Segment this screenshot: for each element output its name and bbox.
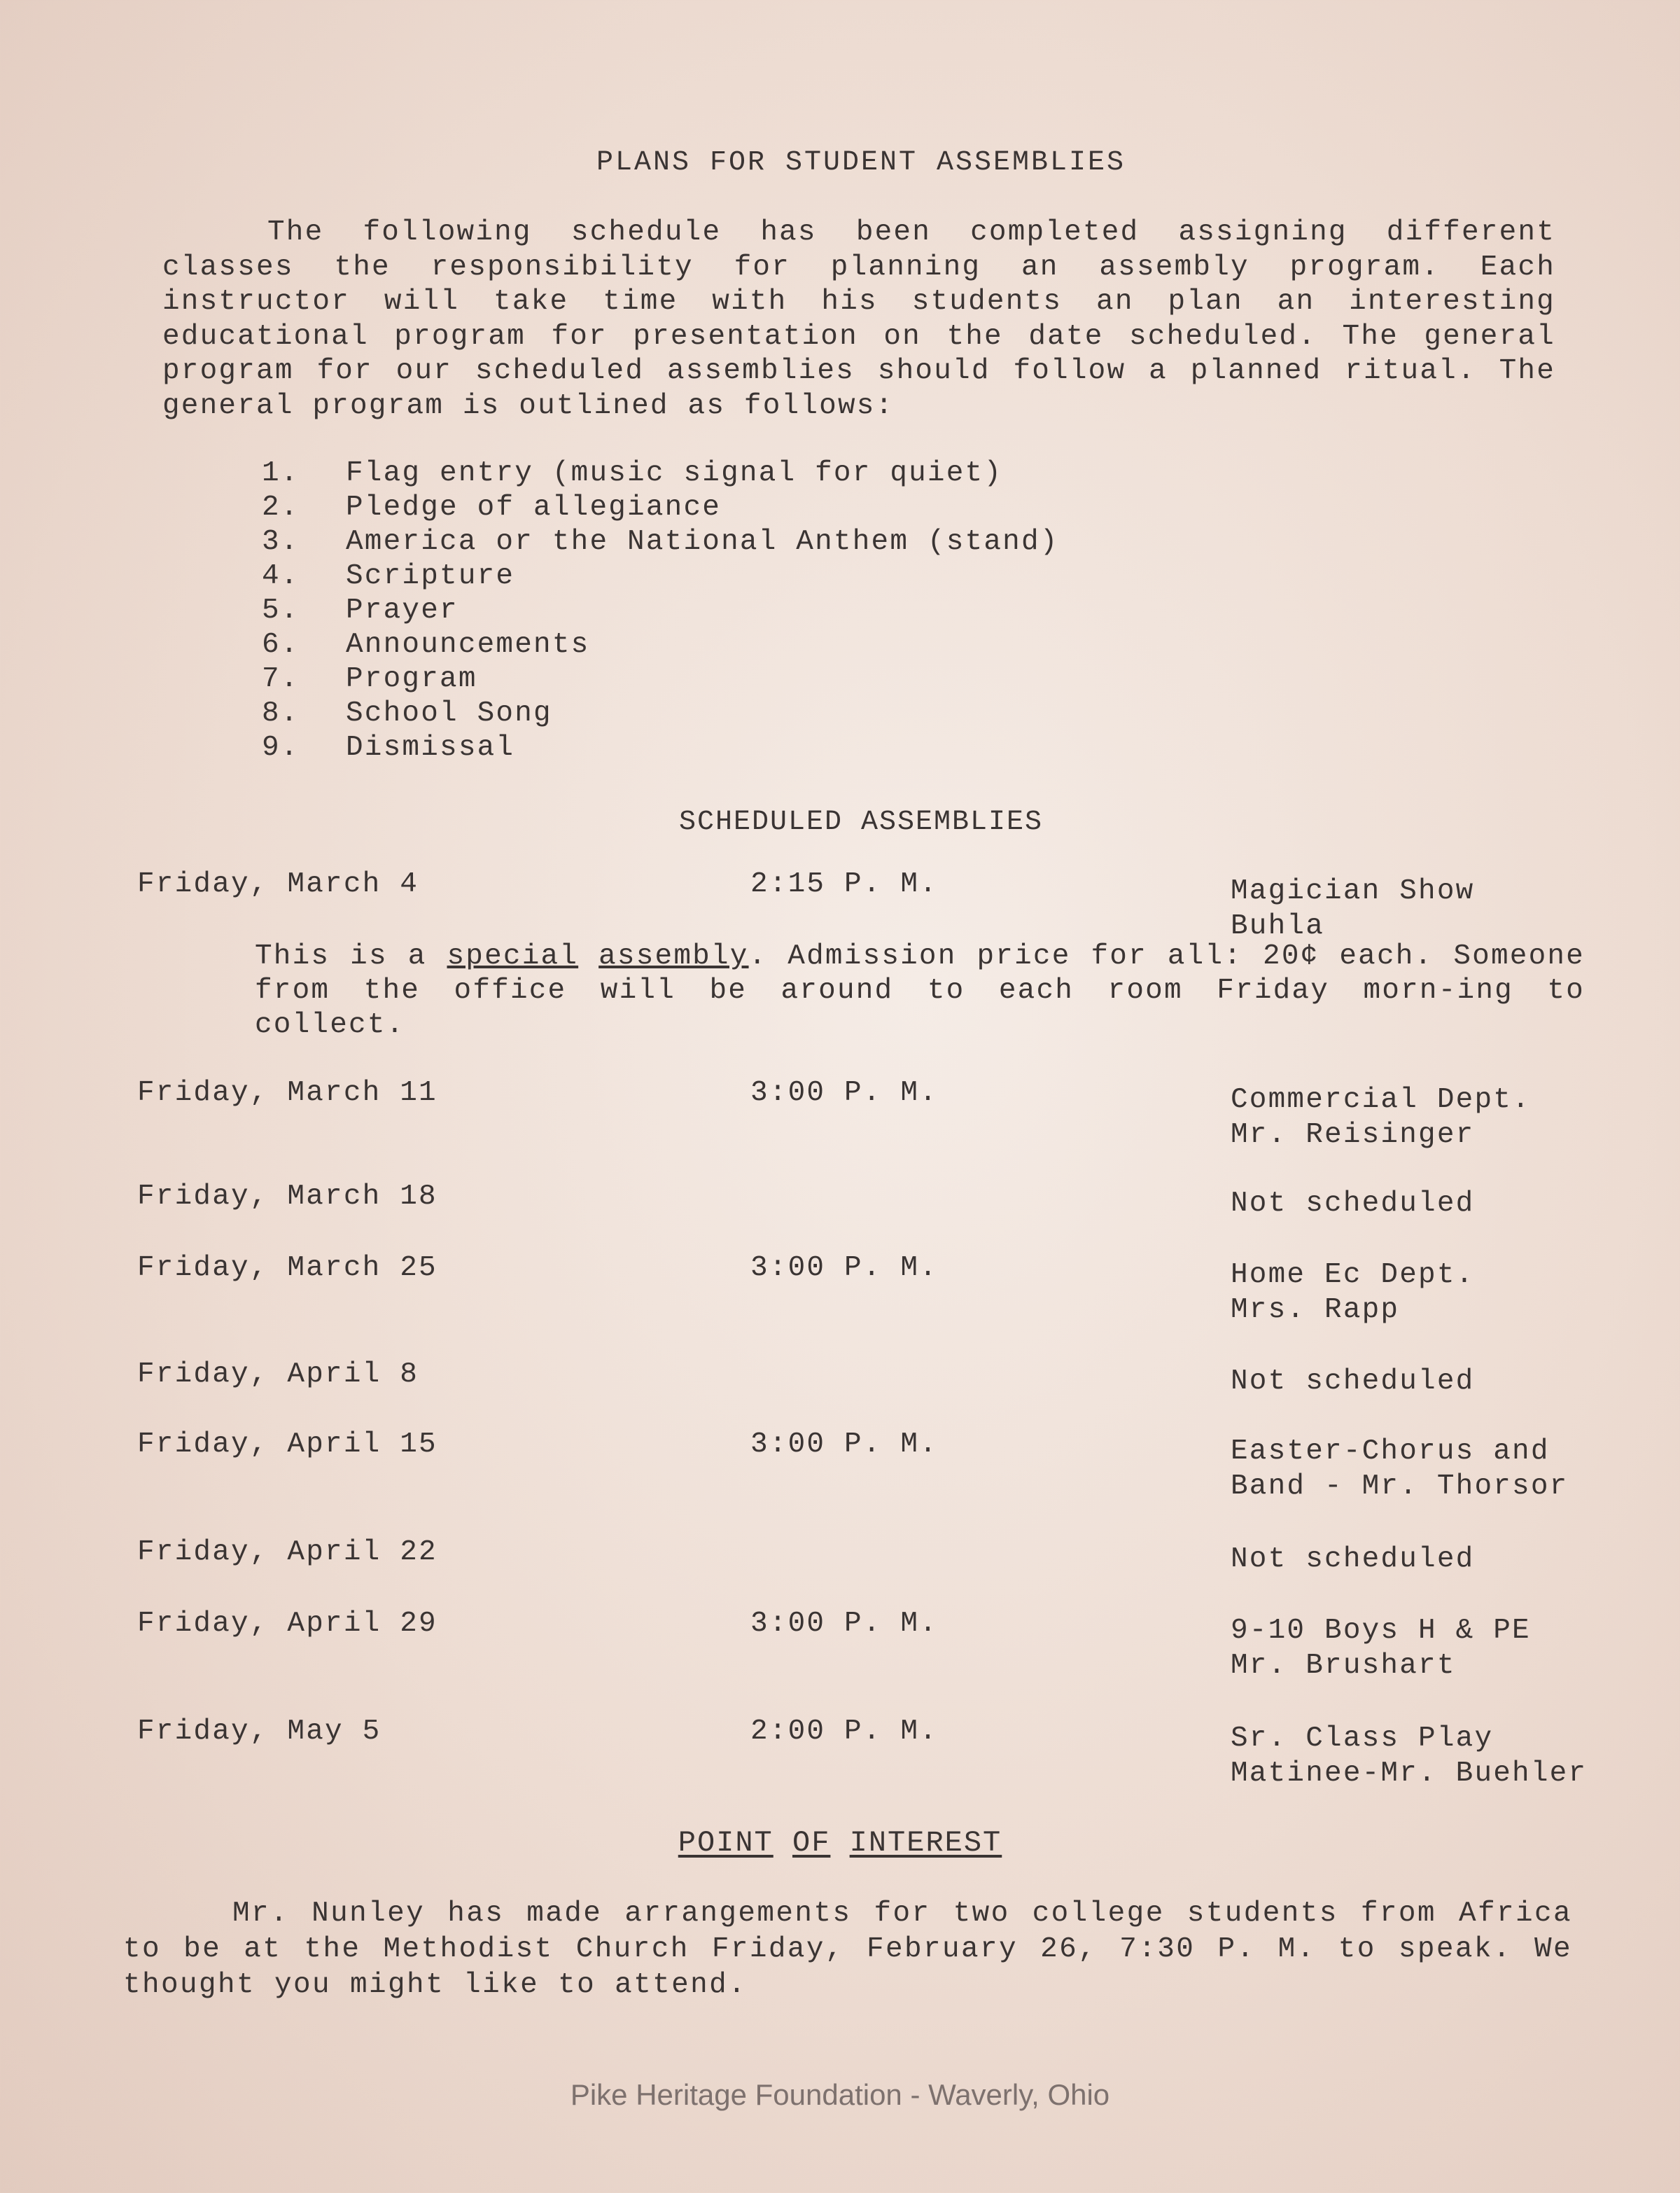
list-text: America or the National Anthem (stand) — [346, 526, 1059, 558]
assembly-time: 3:00 P. M. — [750, 1608, 939, 1640]
heading-word: OF — [792, 1826, 831, 1860]
presenter-line: Band - Mr. Thorsor — [1231, 1470, 1569, 1503]
heading-word: INTEREST — [849, 1826, 1002, 1860]
list-item — [262, 628, 1059, 662]
point-of-interest-heading — [0, 1826, 1680, 1860]
list-item — [262, 457, 1059, 491]
list-number: 6. — [262, 629, 300, 661]
presenter-line: Buhla — [1231, 910, 1325, 942]
assembly-time: 2:00 P. M. — [750, 1715, 939, 1748]
assembly-date: Friday, May 5 — [137, 1715, 382, 1748]
special-assembly-note — [255, 940, 1585, 1043]
presenter-line: Matinee-Mr. Buehler — [1231, 1757, 1588, 1790]
presenter-line: Mr. Reisinger — [1231, 1119, 1475, 1151]
list-item — [262, 559, 1059, 594]
list-item — [262, 697, 1059, 731]
page-title: PLANS FOR STUDENT ASSEMBLIES — [596, 147, 1126, 179]
assembly-presenter — [1231, 1258, 1474, 1328]
list-text: Flag entry (music signal for quiet) — [346, 457, 1003, 489]
heading-word: POINT — [678, 1826, 774, 1860]
list-item — [262, 525, 1059, 559]
assembly-date: Friday, March 11 — [137, 1077, 438, 1109]
assembly-presenter — [1231, 1613, 1531, 1683]
list-text: Dismissal — [346, 732, 515, 764]
note-underlined: assembly — [598, 940, 749, 973]
assembly-time: 3:00 P. M. — [750, 1252, 939, 1284]
assembly-presenter — [1231, 1721, 1587, 1791]
list-number: 5. — [262, 594, 300, 627]
list-item — [262, 594, 1059, 628]
presenter-line: Sr. Class Play — [1231, 1722, 1494, 1755]
presenter-line: Magician Show — [1231, 875, 1475, 907]
list-number: 3. — [262, 526, 300, 558]
assembly-presenter — [1231, 1434, 1568, 1504]
list-number: 8. — [262, 697, 300, 730]
assembly-presenter — [1231, 1186, 1474, 1221]
scheduled-assemblies-heading: SCHEDULED ASSEMBLIES — [678, 807, 1044, 838]
note-underlined: special — [447, 940, 579, 973]
list-text: Announcements — [346, 629, 590, 661]
list-number: 2. — [262, 492, 300, 524]
list-number: 4. — [262, 560, 300, 592]
list-number: 1. — [262, 457, 300, 489]
list-item — [262, 491, 1059, 525]
point-of-interest-paragraph: Mr. Nunley has made arrangements for two college students from Africa to be at the Methodist Church Friday, February 26, 7:30 P. M. to speak. We thought you might like to attend. — [123, 1898, 1572, 2001]
assembly-date: Friday, April 15 — [137, 1428, 438, 1461]
presenter-line: Mrs. Rapp — [1231, 1294, 1400, 1326]
list-item — [262, 731, 1059, 765]
assembly-presenter — [1231, 1542, 1474, 1577]
assembly-date: Friday, March 4 — [137, 868, 419, 900]
footer-watermark: Pike Heritage Foundation - Waverly, Ohio — [570, 2078, 1110, 2111]
assembly-date: Friday, March 25 — [137, 1252, 438, 1284]
program-list — [262, 457, 1059, 765]
presenter-line: Easter-Chorus and — [1231, 1435, 1550, 1468]
list-text: Scripture — [346, 560, 515, 592]
assembly-time: 3:00 P. M. — [750, 1077, 939, 1109]
presenter-line: Mr. Brushart — [1231, 1650, 1456, 1682]
assembly-time: 3:00 P. M. — [750, 1428, 939, 1461]
assembly-time: 2:15 P. M. — [750, 868, 939, 900]
assembly-date: Friday, April 29 — [137, 1608, 438, 1640]
presenter-line: Not scheduled — [1231, 1188, 1475, 1220]
presenter-line: Commercial Dept. — [1231, 1084, 1531, 1116]
intro-paragraph: The following schedule has been completed assigning different classes the responsibility for planning an assembly program. Each instructor will take time with his students an plan an interesting educational program for presentation on the date scheduled. The general program for our scheduled assemblies should follow a planned ritual. The general program is outlined as follows: — [162, 216, 1555, 422]
list-text: Prayer — [346, 594, 458, 627]
presenter-line: Home Ec Dept. — [1231, 1259, 1475, 1291]
assembly-date: Friday, April 22 — [137, 1536, 438, 1568]
list-item — [262, 662, 1059, 697]
assembly-presenter — [1231, 1364, 1474, 1399]
presenter-line: Not scheduled — [1231, 1365, 1475, 1398]
assembly-date: Friday, March 18 — [137, 1181, 438, 1213]
note-text: This is a — [255, 940, 447, 973]
list-text: Program — [346, 663, 477, 695]
list-text: School Song — [346, 697, 552, 730]
list-number: 9. — [262, 732, 300, 764]
note-text: . Admission price for all: 20¢ each. Someone from the office will be around to each room Friday morn-ing to collect. — [255, 940, 1585, 1041]
presenter-line: Not scheduled — [1231, 1543, 1475, 1575]
list-number: 7. — [262, 663, 300, 695]
list-text: Pledge of allegiance — [346, 492, 722, 524]
assembly-presenter — [1231, 874, 1474, 944]
presenter-line: 9-10 Boys H & PE — [1231, 1615, 1531, 1647]
assembly-presenter — [1231, 1082, 1531, 1153]
assembly-date: Friday, April 8 — [137, 1358, 419, 1391]
